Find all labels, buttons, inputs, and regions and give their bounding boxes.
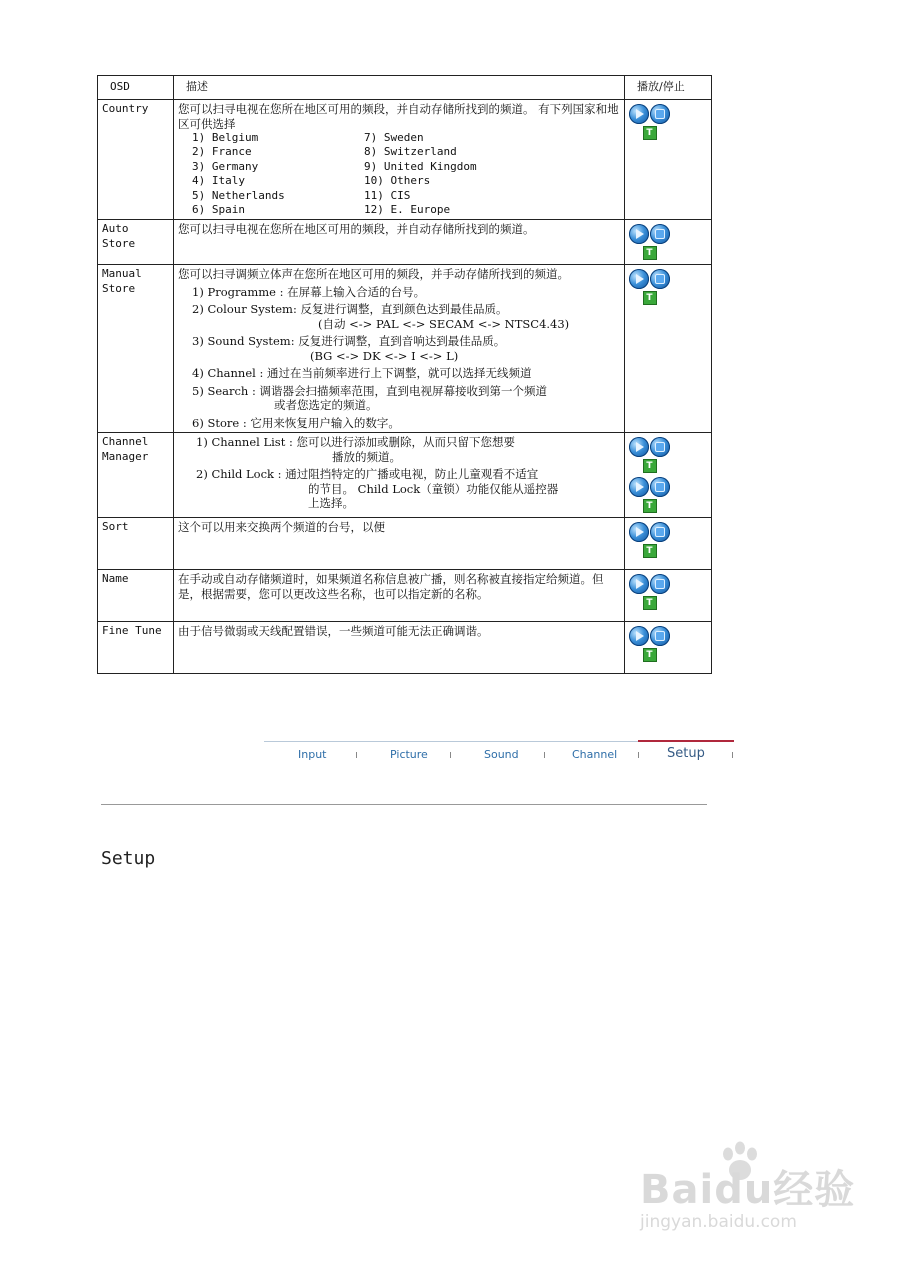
- country-item: 3) Germany: [192, 159, 259, 173]
- play-stop-control[interactable]: [629, 522, 670, 558]
- tab-separator: [450, 752, 451, 758]
- cm-item: 2) Child Lock : 通过阻挡特定的广播或电视，防止儿童观看不适宜: [196, 467, 539, 482]
- country-item: 5) Netherlands: [192, 188, 285, 202]
- header-desc: 描述: [174, 76, 625, 100]
- country-item: 6) Spain: [192, 202, 245, 216]
- play-stop-control[interactable]: [629, 574, 670, 610]
- country-intro: 您可以扫寻电视在您所在地区可用的频段，并自动存储所找到的频道。 有下列国家和地区可供选择: [178, 102, 619, 131]
- t-badge-icon: T: [643, 291, 657, 305]
- section-tabs: [264, 741, 734, 764]
- tab-sound[interactable]: Sound: [484, 748, 519, 761]
- play-stop-control[interactable]: [629, 626, 670, 662]
- t-badge-icon: T: [643, 459, 657, 473]
- country-item: 10) Others: [364, 174, 431, 188]
- stop-icon[interactable]: [650, 477, 670, 497]
- manual-item: 5) Search : 调谐器会扫描频率范围，直到电视屏幕接收到第一个频道: [192, 383, 548, 398]
- channel-manager-items: [196, 435, 620, 511]
- desc-auto-store: 您可以扫寻电视在您所在地区可用的频段，并自动存储所找到的频道。: [174, 220, 625, 265]
- osd-name-line: Store: [102, 236, 136, 250]
- t-badge-icon: T: [643, 126, 657, 140]
- play-icon[interactable]: [629, 437, 649, 457]
- play-stop-control[interactable]: [629, 269, 670, 305]
- manual-intro: 您可以扫寻调频立体声在您所在地区可用的频段，并手动存储所找到的频道。: [178, 267, 569, 282]
- osd-name-auto-store: [98, 220, 174, 265]
- play-stop-control[interactable]: [629, 437, 670, 473]
- play-stop-control[interactable]: [629, 477, 670, 513]
- row-country: [98, 100, 712, 220]
- desc-fine-tune: 由于信号微弱或天线配置错误，一些频道可能无法正确调谐。: [174, 622, 625, 674]
- t-badge-icon: T: [643, 544, 657, 558]
- tab-input[interactable]: Input: [298, 748, 327, 761]
- tab-separator: [638, 752, 639, 758]
- country-item: 8) Switzerland: [364, 145, 457, 159]
- stop-icon[interactable]: [650, 269, 670, 289]
- divider: [101, 804, 707, 805]
- play-manual-store: [625, 265, 712, 433]
- play-stop-control[interactable]: [629, 224, 670, 260]
- play-icon[interactable]: [629, 477, 649, 497]
- play-channel-manager: [625, 433, 712, 518]
- desc-country: [174, 100, 625, 220]
- osd-name-line: Channel: [102, 435, 149, 449]
- section-title: Setup: [101, 848, 156, 869]
- play-sort: [625, 518, 712, 570]
- play-icon[interactable]: [629, 522, 649, 542]
- cm-item: 1) Channel List : 您可以进行添加或删除，从而只留下您想要: [196, 435, 515, 450]
- desc-sort: 这个可以用来交换两个频道的台号，以便: [174, 518, 625, 570]
- stop-icon[interactable]: [650, 224, 670, 244]
- manual-item: 6) Store : 它用来恢复用户输入的数字。: [192, 415, 400, 430]
- stop-icon[interactable]: [650, 104, 670, 124]
- osd-name-channel-manager: [98, 433, 174, 518]
- country-item: 2) France: [192, 145, 252, 159]
- tab-picture[interactable]: Picture: [390, 748, 428, 761]
- stop-icon[interactable]: [650, 522, 670, 542]
- row-manual-store: [98, 265, 712, 433]
- country-item: 7) Sweden: [364, 131, 424, 144]
- osd-name-sort: Sort: [98, 518, 174, 570]
- play-icon[interactable]: [629, 626, 649, 646]
- cm-item-detail: 播放的频道。: [332, 449, 401, 464]
- country-item: 11) CIS: [364, 188, 411, 202]
- row-sort: [98, 518, 712, 570]
- osd-name-country: Country: [98, 100, 174, 220]
- play-icon[interactable]: [629, 269, 649, 289]
- manual-item: 1) Programme : 在屏幕上输入合适的台号。: [192, 284, 426, 299]
- play-name: [625, 570, 712, 622]
- t-badge-icon: T: [643, 648, 657, 662]
- osd-name-line: Auto: [102, 222, 129, 236]
- manual-item-detail: 或者您选定的频道。: [274, 398, 378, 413]
- row-auto-store: [98, 220, 712, 265]
- osd-name-manual-store: [98, 265, 174, 433]
- play-auto-store: [625, 220, 712, 265]
- desc-channel-manager: [174, 433, 625, 518]
- country-item: 1) Belgium: [192, 131, 259, 144]
- stop-icon[interactable]: [650, 437, 670, 457]
- t-badge-icon: T: [643, 596, 657, 610]
- manual-item-detail: (自动 <-> PAL <-> SECAM <-> NTSC4.43): [318, 316, 570, 331]
- manual-item: 3) Sound System: 反复进行调整，直到音响达到最佳品质。: [192, 334, 506, 349]
- country-item: 9) United Kingdom: [364, 159, 477, 173]
- active-tab-indicator: [638, 740, 734, 742]
- header-osd: OSD: [98, 76, 174, 100]
- manual-items: [192, 285, 620, 431]
- tab-separator: [356, 752, 357, 758]
- stop-icon[interactable]: [650, 626, 670, 646]
- manual-item: 4) Channel : 通过在当前频率进行上下调整，就可以选择无线频道: [192, 366, 532, 381]
- t-badge-icon: T: [643, 499, 657, 513]
- play-icon[interactable]: [629, 104, 649, 124]
- osd-name-line: Manager: [102, 449, 149, 463]
- desc-manual-store: [174, 265, 625, 433]
- cm-item-detail: 的节目。 Child Lock（童锁）功能仅能从遥控器: [308, 481, 559, 496]
- stop-icon[interactable]: [650, 574, 670, 594]
- row-channel-manager: [98, 433, 712, 518]
- country-item: 4) Italy: [192, 174, 245, 188]
- header-play: 播放/停止: [625, 76, 712, 100]
- play-fine-tune: [625, 622, 712, 674]
- tab-setup[interactable]: Setup: [667, 746, 705, 761]
- country-list: [192, 131, 620, 217]
- manual-item-detail: (BG <-> DK <-> I <-> L): [310, 348, 459, 363]
- cm-item-detail: 上选择。: [308, 496, 354, 511]
- header-row: [98, 76, 712, 100]
- osd-name-line: Manual: [102, 267, 142, 281]
- play-icon[interactable]: [629, 574, 649, 594]
- tab-separator: [544, 752, 545, 758]
- t-badge-icon: T: [643, 246, 657, 260]
- country-item: 12) E. Europe: [364, 202, 451, 216]
- watermark: [640, 1140, 870, 1240]
- tab-channel[interactable]: Channel: [572, 748, 618, 761]
- osd-name-name: Name: [98, 570, 174, 622]
- osd-name-line: Store: [102, 281, 136, 295]
- play-stop-control[interactable]: [629, 104, 670, 140]
- tab-separator: [732, 752, 733, 758]
- osd-table: [97, 75, 712, 674]
- osd-name-fine-tune: Fine Tune: [98, 622, 174, 674]
- desc-name: 在手动或自动存储频道时，如果频道名称信息被广播，则名称被直接指定给频道。但是，根据需要，您可以更改这些名称，也可以指定新的名称。: [174, 570, 625, 622]
- manual-item: 2) Colour System: 反复进行调整，直到颜色达到最佳品质。: [192, 302, 508, 317]
- watermark-logo: Baidu经验: [640, 1167, 856, 1213]
- watermark-url: jingyan.baidu.com: [640, 1212, 797, 1232]
- play-country: [625, 100, 712, 220]
- row-fine-tune: [98, 622, 712, 674]
- row-name: [98, 570, 712, 622]
- play-icon[interactable]: [629, 224, 649, 244]
